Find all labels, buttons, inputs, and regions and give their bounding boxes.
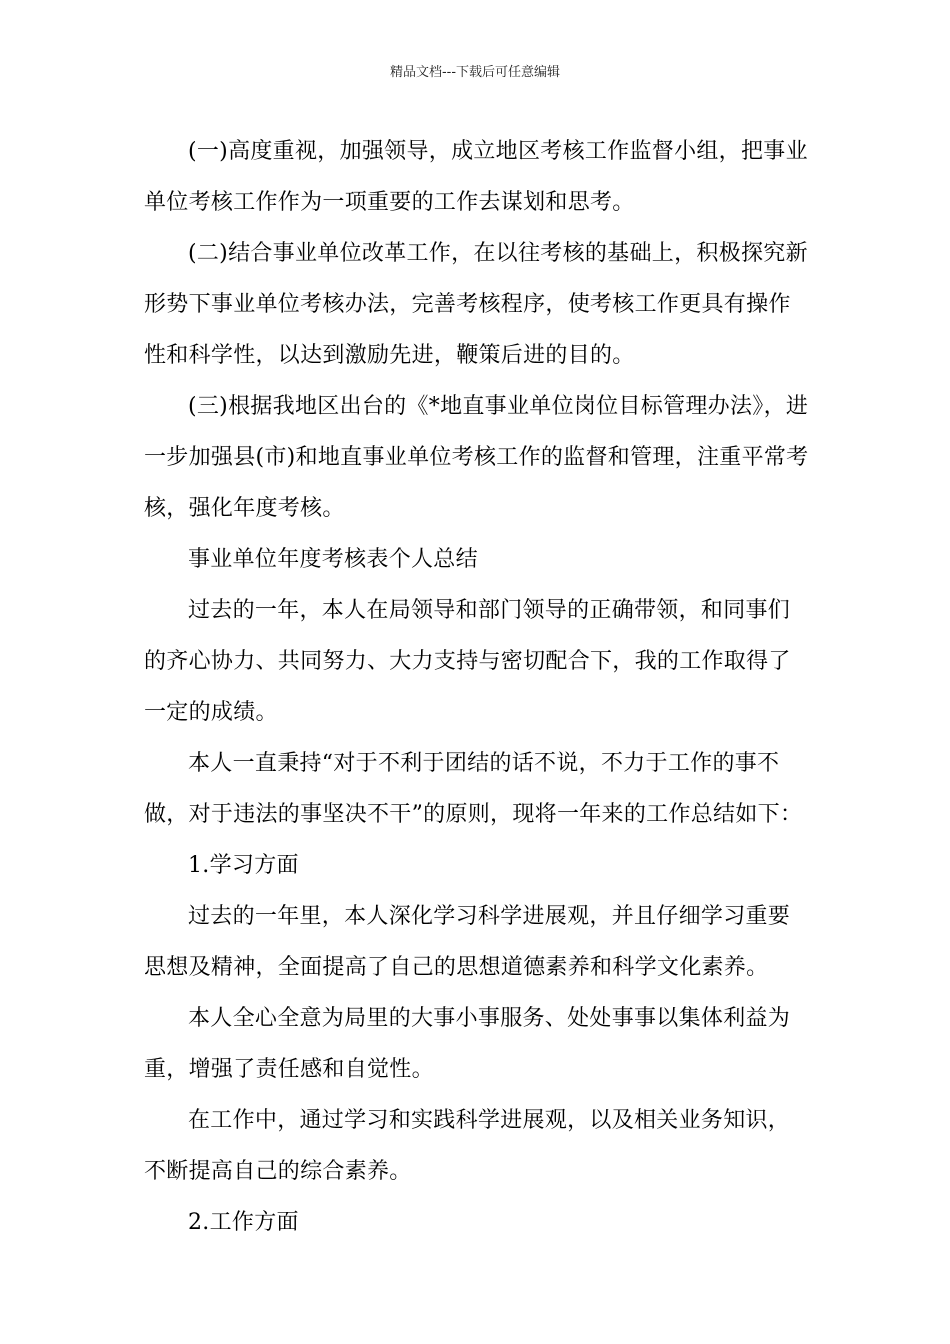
paragraph-5: 本人一直秉持“对于不利于团结的话不说，不力于工作的事不做，对于违法的事坚决不干”的原则，现将一年来的工作总结如下：	[144, 751, 803, 827]
subheading-study: 1.学习方面	[188, 853, 299, 878]
section-title: 事业单位年度考核表个人总结	[188, 547, 478, 572]
paragraph-6: 过去的一年里，本人深化学习科学进展观，并且仔细学习重要思想及精神，全面提高了自己的思想道德素养和科学文化素养。	[144, 904, 791, 980]
paragraph-4: 过去的一年，本人在局领导和部门领导的正确带领，和同事们的齐心协力、共同努力、大力支持与密切配合下，我的工作取得了一定的成绩。	[144, 598, 791, 725]
paragraph-8: 在工作中，通过学习和实践科学进展观，以及相关业务知识，不断提高自己的综合素养。	[144, 1108, 791, 1184]
subheading-work: 2.工作方面	[188, 1210, 299, 1235]
page-header: 精品文档---下载后可任意编辑	[389, 65, 561, 80]
paragraph-7: 本人全心全意为局里的大事小事服务、处处事事以集体利益为重，增强了责任感和自觉性。	[144, 1006, 791, 1082]
paragraph-2: (二)结合事业单位改革工作，在以往考核的基础上，积极探究新形势下事业单位考核办法，完善考核程序，使考核工作更具有操作性和科学性，以达到激励先进，鞭策后进的目的。	[144, 241, 808, 368]
paragraph-3: (三)根据我地区出台的《*地直事业单位岗位目标管理办法》，进一步加强县(市)和地直事业单位考核工作的监督和管理，注重平常考核，强化年度考核。	[144, 394, 809, 521]
document-body	[144, 126, 809, 1248]
paragraph-1: (一)高度重视，加强领导，成立地区考核工作监督小组，把事业单位考核工作作为一项重要的工作去谋划和思考。	[144, 139, 808, 215]
